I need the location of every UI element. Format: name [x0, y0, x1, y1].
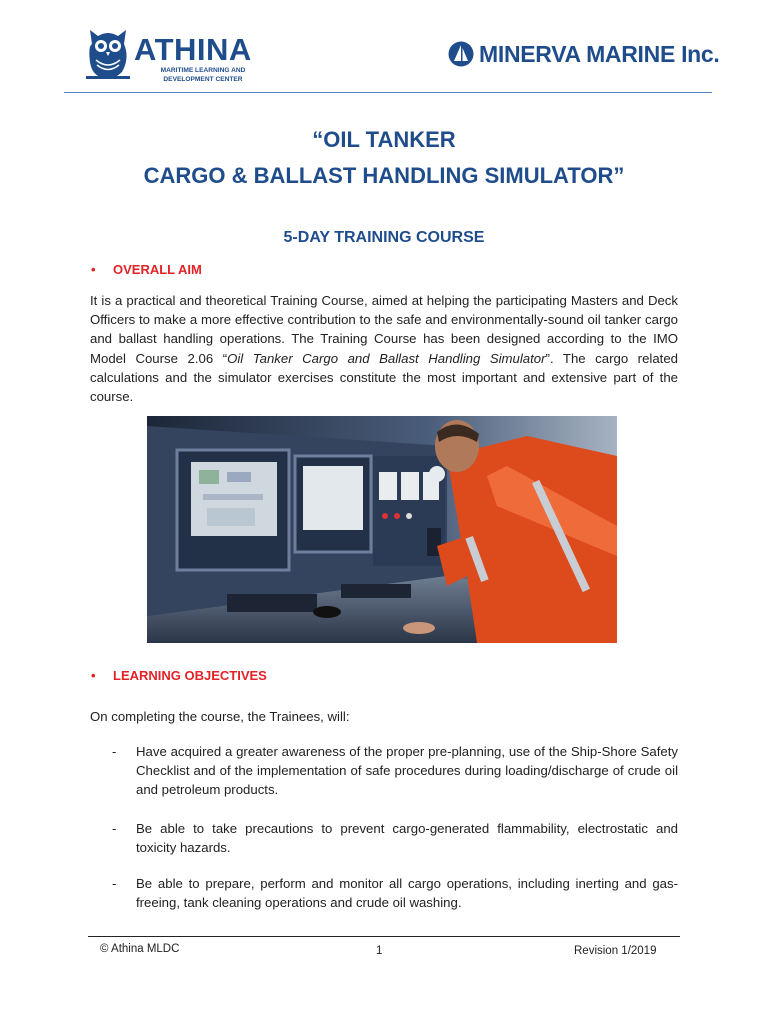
athina-subtitle-line2: DEVELOPMENT CENTER	[163, 76, 243, 83]
simulator-photo-illustration	[147, 416, 617, 643]
objective-text: Be able to prepare, perform and monitor all cargo operations, including inerting and gas-freeing, tank cleaning operations and crude oil washing.	[136, 876, 678, 911]
athina-logo	[84, 24, 274, 88]
objective-text: Be able to take precautions to prevent cargo-generated flammability, electrostatic and toxicity hazards.	[136, 821, 678, 856]
overall-aim-paragraph	[90, 291, 678, 406]
footer-copyright: © Athina MLDC	[100, 943, 180, 955]
course-subtitle: 5-DAY TRAINING COURSE	[283, 229, 485, 246]
list-item	[112, 742, 678, 800]
minerva-sail-icon	[448, 41, 474, 67]
minerva-logo	[448, 40, 718, 70]
minerva-name: MINERVA MARINE Inc.	[479, 41, 720, 67]
list-item	[112, 819, 678, 857]
dash-icon: -	[112, 876, 117, 891]
overall-aim-text-part1: It is a practical and theoretical Training Course, aimed at helping the participating Masters and Deck Officers to make a more effective contribution to the safe and environmentally-sound oil tanker cargo and ballast handling operations. The Training Course has been designed according to the IMO Model Course 2.06 “	[90, 293, 678, 366]
footer-revision: Revision 1/2019	[574, 945, 657, 957]
title-line-2: CARGO & BALLAST HANDLING SIMULATOR”	[143, 163, 625, 188]
overall-aim-course-title: Oil Tanker Cargo and Ballast Handling Simulator	[227, 350, 546, 366]
athina-name: ATHINA	[134, 32, 252, 67]
page-number: 1	[376, 945, 383, 957]
overall-aim-text-part2: ”. The cargo related calculations and the simulator exercises constitute the most important and extensive part of the course.	[90, 350, 679, 405]
dash-icon: -	[112, 744, 117, 759]
bullet-icon: •	[91, 668, 96, 683]
athina-subtitle-line1: MARITIME LEARNING AND	[160, 67, 246, 74]
bullet-icon: •	[91, 262, 96, 277]
simulator-photo	[147, 416, 617, 643]
learning-objectives-intro: On completing the course, the Trainees, will:	[90, 709, 350, 724]
footer-divider	[88, 936, 680, 937]
section-heading-overall-aim	[91, 262, 202, 277]
overall-aim-heading: OVERALL AIM	[113, 262, 202, 277]
page-header	[0, 0, 768, 100]
header-divider	[64, 92, 712, 93]
owl-icon	[84, 24, 132, 82]
title-line-1: “OIL TANKER	[312, 127, 456, 152]
list-item	[112, 874, 678, 912]
dash-icon: -	[112, 821, 117, 836]
section-heading-learning-objectives	[91, 668, 267, 683]
learning-objectives-heading: LEARNING OBJECTIVES	[113, 668, 267, 683]
objective-text: Have acquired a greater awareness of the proper pre-planning, use of the Ship-Shore Safety Checklist and of the implementation of safe procedures during loading/discharge of crude oil and petroleum products.	[136, 744, 678, 798]
